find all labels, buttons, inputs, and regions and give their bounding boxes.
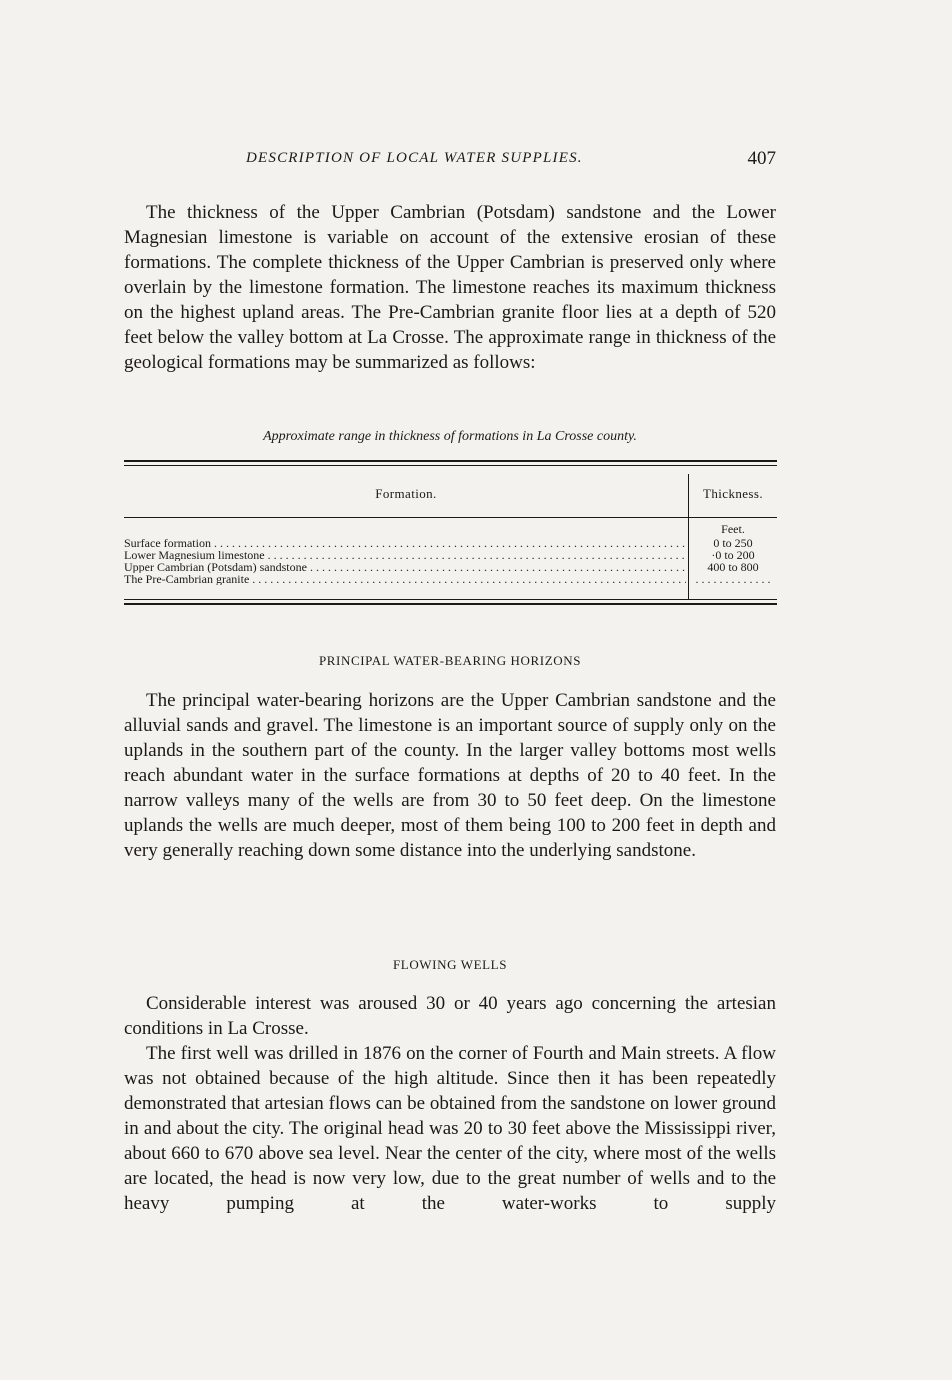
running-head bbox=[124, 150, 776, 174]
row-formation: The Pre-Cambrian granite . . . bbox=[124, 573, 686, 585]
table-row bbox=[124, 561, 777, 573]
row-thickness: . . . . . . . . . . . . . bbox=[695, 573, 771, 585]
header-thickness: Thickness. bbox=[703, 486, 763, 501]
horizons-paragraph: The principal water-bearing horizons are the Upper Cambrian sandstone and the alluvial sands and gravel. The limestone is an important source of supply only on the uplands in the southern part of the county. In the larger valley bottoms most wells reach abundant water in the surface formations at depths of 20 to 40 feet. In the narrow valleys many of the wells are from 30 to 50 feet deep. On the limestone uplands the wells are much deeper, most of them being 100 to 200 feet in depth and very generally reaching down some distance into the underlying sandstone. bbox=[124, 690, 776, 861]
thickness-unit: Feet. bbox=[721, 522, 745, 536]
table-row bbox=[124, 537, 777, 549]
formation-thickness-table bbox=[124, 460, 777, 608]
table-caption: Approximate range in thickness of formations in La Crosse county. bbox=[263, 429, 637, 444]
section-heading-horizons: PRINCIPAL WATER-BEARING HORIZONS bbox=[318, 653, 582, 668]
header-rule bbox=[124, 517, 777, 518]
table-row bbox=[124, 573, 777, 585]
row-formation: Lower Magnesium limestone . . . bbox=[124, 549, 686, 561]
table-bottom-rule bbox=[124, 603, 777, 605]
row-thickness: 0 to 250 bbox=[713, 537, 753, 549]
row-formation: Surface formation . . . bbox=[124, 537, 686, 549]
table-top-rule bbox=[124, 460, 777, 462]
page-number: 407 bbox=[747, 148, 776, 169]
flowing-wells-paragraph-1: Considerable interest was aroused 30 or 40 years ago concerning the artesian conditions in La Crosse. bbox=[124, 993, 776, 1039]
flowing-wells-paragraph-2: The first well was drilled in 1876 on the corner of Fourth and Main streets. A flow was not obtained because of the high altitude. Since then it has been repeatedly demonstrated that artesian flows can be obtained from the sandstone on lower ground in and about the city. The original head was 20 to 30 feet above the Mississippi river, about 660 to 670 above sea level. Near the center of the city, where most of the wells are located, the head is now very low, due to the great number of wells and to the heavy pumping at the water-works to supply bbox=[124, 1043, 776, 1214]
row-thickness: 400 to 800 bbox=[707, 561, 759, 573]
table-bottom-rule-thin bbox=[124, 599, 777, 600]
row-thickness: ·0 to 200 bbox=[711, 549, 755, 561]
row-formation: Upper Cambrian (Potsdam) sandstone . . . bbox=[124, 561, 686, 573]
section-heading-flowing-wells: FLOWING WELLS bbox=[392, 957, 508, 972]
header-formation: Formation. bbox=[375, 486, 437, 501]
table-top-rule-thin bbox=[124, 465, 777, 466]
intro-paragraph: The thickness of the Upper Cambrian (Potsdam) sandstone and the Lower Magnesian limestone is variable on account of the extensive erosian of these formations. The complete thickness of the Upper Cambrian is preserved only where overlain by the limestone formation. The limestone reaches its maximum thickness on the highest upland areas. The Pre-Cambrian granite floor lies at a depth of 520 feet below the valley bottom at La Crosse. The approximate range in thickness of the geological formations may be summarized as follows: bbox=[124, 202, 776, 373]
table-row bbox=[124, 549, 777, 561]
running-title: DESCRIPTION OF LOCAL WATER SUPPLIES. bbox=[246, 150, 583, 166]
